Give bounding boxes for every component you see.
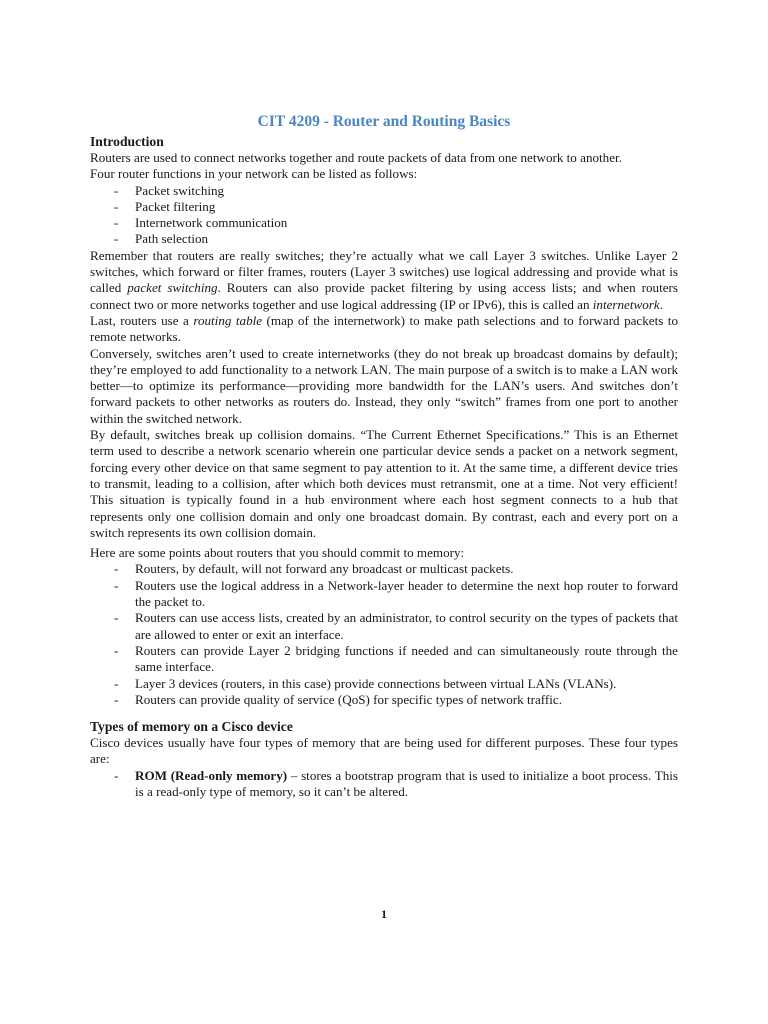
text-run: Last, routers use a [90, 312, 194, 328]
text-run: (map of the internetwork) to make path selections and to forward packets to remote networks. [90, 312, 678, 345]
intro-paragraph-6: By default, switches break up collision domains. “The Current Ethernet Specifications.” This is an Ethernet term used to describe a network scenario wherein one particular device sends a packet on a network segment, forcing every other device on that same segment to pay attention to it. At the same time, a different device tries to transmit, leading to a collision, after which both devices must retransmit, one at a time. Not very efficient! This situation is typically found in a hub environment where each host segment connects to a hub that represents only one collision domain and only one broadcast domain. By contrast, each and every port on a switch represents its own collision domain. [90, 427, 678, 540]
intro-paragraph-4 [90, 313, 678, 346]
list-item: - Path selection [90, 231, 678, 247]
intro-paragraph-1: Routers are used to connect networks together and route packets of data from one network to another. [90, 150, 622, 165]
list-item: - Packet filtering [90, 199, 678, 215]
text-run: . Routers can also provide packet filtering by using access lists; and when routers connect two or more networks together and use logical addressing (IP or IPv6), this is called an [90, 280, 678, 312]
emphasis-packet-switching: packet switching [127, 280, 218, 296]
memory-types-list [90, 768, 678, 801]
list-item: - Routers use the logical address in a Network-layer header to determine the next hop router to forward the packet to. [90, 578, 678, 611]
text-run: Remember that routers are really switches; they’re actually what we call Layer 3 switches. Unlike Layer 2 switches, which forward or filter frames, routers (Layer 3 switches) use logical addressing and provide what is called [90, 247, 678, 296]
emphasis-internetwork: internetwork [592, 296, 660, 312]
router-points-list [90, 561, 678, 708]
memory-heading: Types of memory on a Cisco device [90, 719, 293, 735]
router-functions-list [90, 183, 678, 248]
list-item: - Routers can provide Layer 2 bridging functions if needed and can simultaneously route through the same interface. [90, 643, 678, 676]
intro-heading: Introduction [90, 134, 164, 149]
page-number: 1 [381, 907, 387, 921]
intro-paragraph-2: Four router functions in your network can be listed as follows: [90, 166, 418, 182]
points-lead: Here are some points about routers that you should commit to memory: [90, 545, 465, 561]
memory-paragraph-1: Cisco devices usually have four types of memory that are being used for different purposes. These four types are: [90, 735, 678, 767]
intro-paragraph-3 [90, 248, 678, 313]
list-item: - Routers can use access lists, created by an administrator, to control security on the types of packets that are allowed to enter or exit an interface. [90, 610, 678, 643]
document-title: CIT 4209 - Router and Routing Basics [257, 113, 511, 130]
rom-term: ROM (Read-only memory) [135, 767, 288, 783]
list-item: - Routers can provide quality of service (QoS) for specific types of network traffic. [90, 692, 678, 708]
list-item [90, 768, 678, 801]
spacer [90, 708, 678, 718]
intro-paragraph-5: Conversely, switches aren’t used to create internetworks (they do not break up broadcast domains by default); they’re employed to add functionality to a network LAN. The main purpose of a switch is to make a LAN work better—to optimize its performance—providing more bandwidth for the LAN’s users. And switches don’t forward packets to other networks as routers do. Instead, they only “switch” frames from one port to another within the switched network. [90, 345, 678, 426]
list-item: - Internetwork communication [90, 215, 678, 231]
emphasis-routing-table: routing table [193, 312, 263, 328]
rom-description: – stores a bootstrap program that is used to initialize a boot process. This is a read-only type of memory, so it can’t be altered. [135, 767, 679, 799]
list-item: - Layer 3 devices (routers, in this case) provide connections between virtual LANs (VLANs). [90, 676, 678, 692]
list-item: - Routers, by default, will not forward any broadcast or multicast packets. [90, 561, 678, 577]
document-body [90, 133, 678, 800]
list-item: - Packet switching [90, 183, 678, 199]
text-run: . [659, 296, 663, 312]
